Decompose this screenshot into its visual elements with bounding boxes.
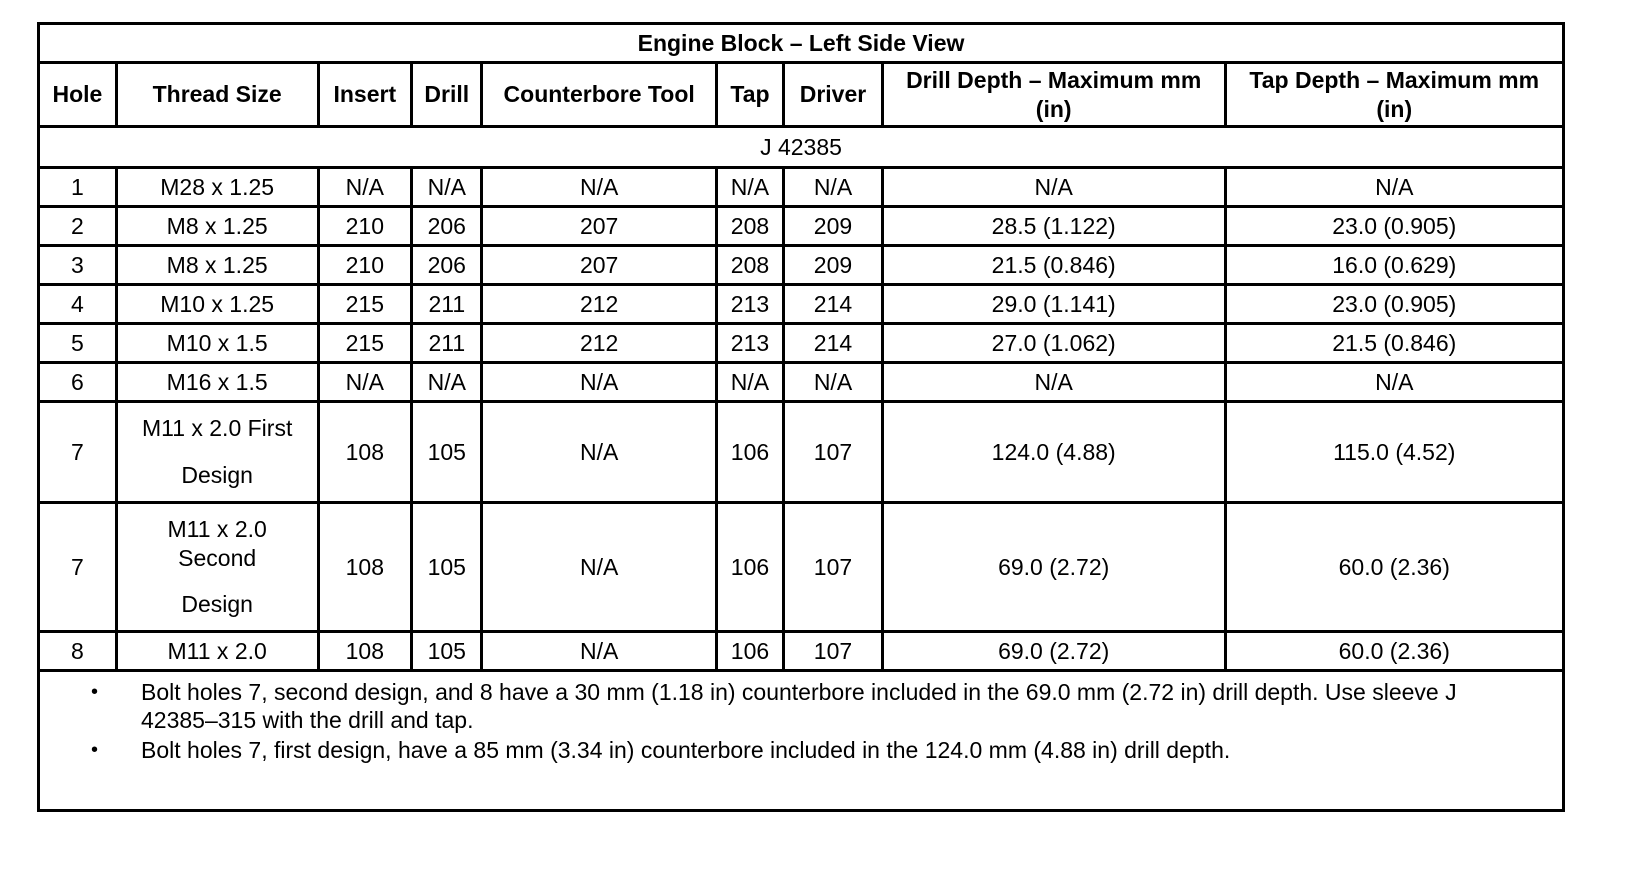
column-header-insert: Insert	[318, 63, 412, 127]
drill-depth-header-line2: (in)	[1035, 95, 1072, 122]
thread-size-cell: M8 x 1.25	[116, 246, 318, 285]
bullet-icon: •	[91, 739, 99, 761]
thread-size-cell: M11 x 2.0	[116, 632, 318, 671]
table-row	[39, 632, 1564, 671]
hole-cell: 5	[39, 324, 117, 363]
hole-cell: 3	[39, 246, 117, 285]
drill-cell: 211	[412, 324, 482, 363]
driver-cell: 209	[784, 246, 883, 285]
insert-cell: 210	[318, 207, 412, 246]
driver-cell: 107	[784, 632, 883, 671]
insert-cell: 108	[318, 632, 412, 671]
drill-cell: 105	[412, 503, 482, 632]
kit-row	[39, 127, 1564, 168]
column-header-thread-size: Thread Size	[116, 63, 318, 127]
tap-cell: 208	[716, 246, 783, 285]
engine-block-spec-table	[37, 22, 1565, 672]
note-text: Bolt holes 7, first design, have a 85 mm (3.34 in) counterbore included in the 124.0 mm (4.88 in) drill depth.	[141, 737, 1231, 763]
thread-size-cell	[116, 402, 318, 503]
thread-size-cell: M10 x 1.25	[116, 285, 318, 324]
column-header-hole: Hole	[39, 63, 117, 127]
note-item	[40, 678, 1562, 734]
thread-size-line2: Second	[178, 545, 257, 571]
notes-list	[40, 678, 1562, 764]
table-row	[39, 324, 1564, 363]
tap-depth-cell: 60.0 (2.36)	[1225, 503, 1564, 632]
column-header-drill: Drill	[412, 63, 482, 127]
drill-cell: 105	[412, 632, 482, 671]
drill-cell: 206	[412, 246, 482, 285]
insert-cell: N/A	[318, 168, 412, 207]
insert-cell: 210	[318, 246, 412, 285]
tap-depth-header-line1: Tap Depth – Maximum mm	[1249, 66, 1540, 93]
engine-block-spec-page	[37, 22, 1565, 812]
tap-depth-cell: 16.0 (0.629)	[1225, 246, 1564, 285]
column-header-counterbore-tool: Counterbore Tool	[482, 63, 716, 127]
counterbore-cell: 212	[482, 285, 716, 324]
table-row	[39, 246, 1564, 285]
drill-depth-cell: 21.5 (0.846)	[882, 246, 1225, 285]
driver-cell: 107	[784, 503, 883, 632]
tap-cell: 106	[716, 503, 783, 632]
note-item	[40, 736, 1562, 764]
insert-cell: 215	[318, 324, 412, 363]
table-row	[39, 402, 1564, 503]
driver-cell: N/A	[784, 363, 883, 402]
hole-cell: 4	[39, 285, 117, 324]
table-row	[39, 363, 1564, 402]
kit-number: J 42385	[39, 127, 1564, 168]
hole-cell: 8	[39, 632, 117, 671]
driver-cell: 214	[784, 285, 883, 324]
insert-cell: 108	[318, 503, 412, 632]
drill-depth-cell: 27.0 (1.062)	[882, 324, 1225, 363]
table-row	[39, 285, 1564, 324]
thread-size-cell	[116, 503, 318, 632]
counterbore-cell: 207	[482, 246, 716, 285]
drill-depth-cell: N/A	[882, 363, 1225, 402]
hole-cell: 1	[39, 168, 117, 207]
tap-depth-cell: N/A	[1225, 168, 1564, 207]
notes-section	[37, 672, 1565, 812]
table-title-row	[39, 24, 1564, 63]
thread-size-line1: M11 x 2.0	[167, 516, 267, 542]
counterbore-cell: 207	[482, 207, 716, 246]
thread-size-cell: M28 x 1.25	[116, 168, 318, 207]
tap-depth-header-line2: (in)	[1376, 95, 1413, 122]
tap-cell: 213	[716, 324, 783, 363]
drill-depth-cell: 29.0 (1.141)	[882, 285, 1225, 324]
drill-cell: 206	[412, 207, 482, 246]
drill-depth-header-line1: Drill Depth – Maximum mm	[906, 66, 1202, 93]
drill-depth-cell: 69.0 (2.72)	[882, 632, 1225, 671]
thread-size-line3: Design	[181, 591, 253, 617]
counterbore-cell: N/A	[482, 363, 716, 402]
drill-depth-cell: 28.5 (1.122)	[882, 207, 1225, 246]
drill-cell: 105	[412, 402, 482, 503]
tap-depth-cell: N/A	[1225, 363, 1564, 402]
thread-size-cell: M16 x 1.5	[116, 363, 318, 402]
counterbore-cell: N/A	[482, 632, 716, 671]
drill-cell: N/A	[412, 168, 482, 207]
tap-cell: 106	[716, 632, 783, 671]
bullet-icon: •	[91, 681, 99, 703]
drill-cell: 211	[412, 285, 482, 324]
driver-cell: N/A	[784, 168, 883, 207]
thread-size-line1: M11 x 2.0 First	[141, 415, 293, 441]
hole-cell: 7	[39, 402, 117, 503]
insert-cell: N/A	[318, 363, 412, 402]
thread-size-cell: M8 x 1.25	[116, 207, 318, 246]
column-header-driver: Driver	[784, 63, 883, 127]
drill-cell: N/A	[412, 363, 482, 402]
tap-cell: 106	[716, 402, 783, 503]
insert-cell: 215	[318, 285, 412, 324]
counterbore-cell: N/A	[482, 503, 716, 632]
drill-depth-cell: N/A	[882, 168, 1225, 207]
table-row	[39, 207, 1564, 246]
table-row	[39, 168, 1564, 207]
tap-cell: 213	[716, 285, 783, 324]
tap-depth-cell: 60.0 (2.36)	[1225, 632, 1564, 671]
tap-cell: 208	[716, 207, 783, 246]
hole-cell: 2	[39, 207, 117, 246]
driver-cell: 209	[784, 207, 883, 246]
hole-cell: 6	[39, 363, 117, 402]
insert-cell: 108	[318, 402, 412, 503]
counterbore-cell: N/A	[482, 402, 716, 503]
table-title: Engine Block – Left Side View	[39, 24, 1564, 63]
tap-cell: N/A	[716, 168, 783, 207]
tap-depth-cell: 21.5 (0.846)	[1225, 324, 1564, 363]
column-header-drill-depth	[882, 63, 1225, 127]
column-header-tap: Tap	[716, 63, 783, 127]
thread-size-cell: M10 x 1.5	[116, 324, 318, 363]
drill-depth-cell: 69.0 (2.72)	[882, 503, 1225, 632]
tap-depth-cell: 23.0 (0.905)	[1225, 285, 1564, 324]
driver-cell: 107	[784, 402, 883, 503]
note-text: Bolt holes 7, second design, and 8 have a 30 mm (1.18 in) counterbore included in the 69.0 mm (2.72 in) drill depth. Use sleeve J 42385–315 with the drill and tap.	[141, 679, 1457, 733]
tap-cell: N/A	[716, 363, 783, 402]
drill-depth-cell: 124.0 (4.88)	[882, 402, 1225, 503]
thread-size-line2: Design	[181, 462, 253, 488]
table-row	[39, 503, 1564, 632]
hole-cell: 7	[39, 503, 117, 632]
counterbore-cell: 212	[482, 324, 716, 363]
table-header-row	[39, 63, 1564, 127]
counterbore-cell: N/A	[482, 168, 716, 207]
tap-depth-cell: 23.0 (0.905)	[1225, 207, 1564, 246]
tap-depth-cell: 115.0 (4.52)	[1225, 402, 1564, 503]
driver-cell: 214	[784, 324, 883, 363]
column-header-tap-depth	[1225, 63, 1564, 127]
